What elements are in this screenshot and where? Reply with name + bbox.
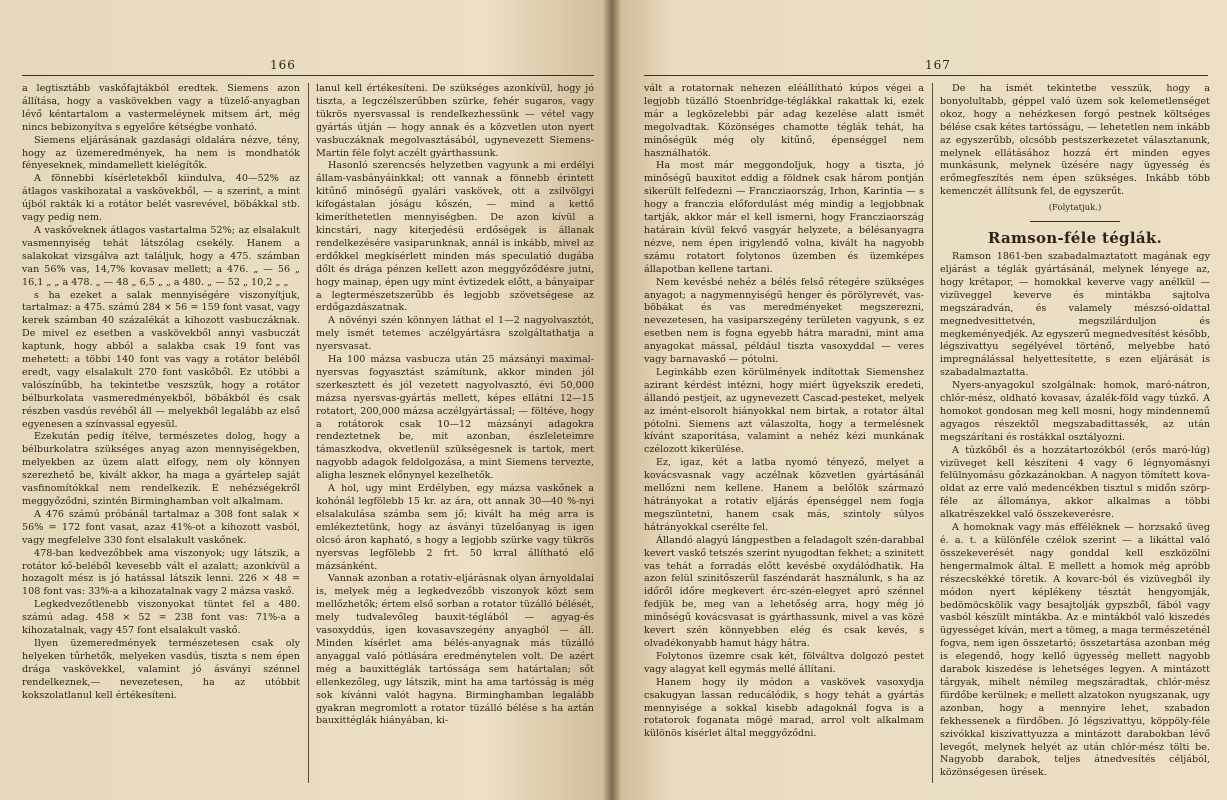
paragraph: Nyers-anyagokul szolgálnak: homok, maró-nátron, chlór-mész, oldható kovasav, ázalék-föld vagy túzkő. A homokot gondosan meg kell mosni, hogy mindennemű agyagos részektől megszabadittassék, az után megszárítani és rostákkal osztályozni. <box>940 380 1210 443</box>
page-number: 167 <box>925 58 951 72</box>
paragraph: Ezekután pedig ítélve, természetes dolog, hogy a bélburkolatra szükséges anyag azon mennyiségekben, melyekben az üzem alatt elfogy, nem oly könnyen szerezhető be, kivált akkor, ha maga a gyártelep saját vasfinomítókkal nem rendelkezik. E nehézségekről meggyőződni, szintén Birminghamban volt alkalmam. <box>22 431 300 507</box>
paragraph: Siemens eljárásának gazdasági oldalára nézve, tény, hogy az üzemeredmények, ha nem is mondhatók fényeseknek, mindamellett kielégítők. <box>22 134 300 172</box>
paragraph: Nem kevésbé nehéz a bélés felső rétegére szükséges anyagot; a nagymennyiségű henger és pörölyrevét, vas-böbákat és vas meredményeket megszerezni, nevezetesen, ha vasiparszegény területen vagyunk, s ez esetben nem is fogna egyebb hátra maradni, mint ama anyagokat mással, például tiszta vasoxyddal — veres vagy barnavaskő — pótolni. <box>644 276 924 366</box>
paragraph: 478-ban kedvezőbbek ama viszonyok; ugy látszik, a rotátor kő-beléből kevesebb vált el azalatt; azonkívül a hozagolt mész is jó hatással látszik lenni. 226 × 48 = 108 font vas: 33%-a a kihozatalnak vagy 2 mázsa vaskő. <box>22 547 300 598</box>
paragraph: s ha ezeket a salak mennyiségére viszonyítjuk, tartalmaz: a 475. számú 284 × 56 = 159 font vasat, vagy kerek számban 40 százalékát a kihozott vasbuczáknak. De mivel ez esetben a vaskövekből annyi vasbuczát kaptunk, hogy abból a salakba csak 19 font vas mehetett: a többi 140 font vas vagy a rotátor beléből eredt, vagy elsalakult 270 font vaskőből. Ez utóbbi a valószínűbb, ha tekintetbe veszszük, hogy a rotátor bélburkolata vasmeredményekből, böbákból és csak részben vasdús revéből áll — melyekből legalább az első egyenesen a színvassal egyesül. <box>22 289 300 430</box>
paragraph: Ha 100 mázsa vasbucza után 25 mázsányi maximal-nyersvas fogyasztást számítunk, akkor minden jól szerkesztett és jól vezetett nagyolvasztó, évi 50,000 mázsa nyersvas-gyártás mellett, képes ellátni 12—15 rotatort, 200,000 mázsa aczélgyártással; — föltéve, hogy a rotátorok csak 10—12 mázsányi adagokra rendeztetnek be, mit azonban, észleleteimre támaszkodva, okvetlenül szükségesnek is tartok, mert nagyobb adagok feldolgozása, a mint Siemens tervezte, aligha lesznek előnynyel kezelhetők. <box>316 354 594 482</box>
paragraph: Ha most már meggondoljuk, hogy a tiszta, jó minőségű bauxitot eddig a földnek csak három pontján sikerült felfedezni — Francziaország, Irhon, Karintia — s hogy a franczia előfordulást még mindig a legjobbnak tartják, akkor már el kell ismerni, hogy Francziaország határain kívül fekvő vasgyár helyzete, a bélésanyagra nézve, nem épen irigylendő volna, kivált ha nagyobb számu rotatort folytonos üzemben és üzemképes állapotban kellene tartani. <box>644 160 924 275</box>
text-column <box>22 83 300 703</box>
continuation-note: (Folytatjuk.) <box>1048 203 1102 214</box>
text-column <box>940 83 1210 780</box>
header-rule <box>22 75 594 76</box>
paragraph: a legtisztább vaskőfajtákból eredtek. Siemens azon állítása, hogy a vaskövekben vagy a tüzelő-anyagban lévő kéntartalom a vastermeléynek mitsem árt, még nincs bebizonyítva s egyelőre kétségbe vonható. <box>22 83 300 133</box>
paragraph: A hol, ugy mint Erdélyben, egy mázsa vaskőnek a kohónál legfölebb 15 kr. az ára, ott annak 30—40 %-nyi elsalakulása számba sem jő; kivált ha még arra is emlékeztetünk, hogy az ásványi tüzelőanyag is igen olcsó áron kapható, s hogy a legjobb szürke vagy tükrös nyersvas legfölebb 2 frt. 50 krral állítható elő mázsánként. <box>316 483 594 572</box>
column-divider <box>308 83 309 783</box>
column-divider <box>932 83 933 783</box>
section-rule <box>1030 221 1120 222</box>
book-gutter <box>604 0 620 800</box>
paragraph: Folytonos üzemre csak két, fölváltva dolgozó pestet vagy alagyat kell egymás mellé állítani. <box>644 650 924 675</box>
paragraph: A fönnebbi kísérletekből kiindulva, 40—52% az átlagos vaskihozatal a vaskövekből, — a szerint, a mint újból rakták ki a rotátor belét vasrevével, böbákkal stb. vagy pedig nem. <box>22 173 300 224</box>
paragraph: Legkedvezőtlenebb viszonyokat tüntet fel a 480. számú adag. 458 × 52 = 238 font vas: 71%-a a kihozatalnak, vagy 457 font elsalakult vaskő. <box>22 599 300 637</box>
header-rule <box>644 75 1208 76</box>
paragraph: Ilyen üzemeredmények természetesen csak oly helyeken tűrhetők, melyeken vasdús, tiszta s nem épen drága vaskövekkel, valamint jó ásványi szénnel rendelkeznek,— nevezetesen, ha az utóbbit kokszolatlanul kell értékesíteni. <box>22 637 300 701</box>
paragraph: A túzkőből és a hozzátartozókból (erős maró-lúg) vizüveget kell készíteni 4 vagy 6 légnyomásnyi felülnyomásu gőzkazánokban. A nagyon tömített kova-oldat az erre való medencékben tisztul s midőn szörp-féle az állománya, akkor alkalmas a többi alkatrészekkel való összekeverésre. <box>940 444 1210 521</box>
article-heading: Ramson-féle téglák. <box>987 229 1163 248</box>
paragraph: Leginkább ezen körülmények indítottak Siemenshez azirant kérdést intézni, hogy miért ügyekszik eredeti, állandó pestjeit, az ugynevezett Cascad-pesteket, melyek az imént-elsorolt hiányokkal nem birtak, a rotator által pótolni. Siemens azt válaszolta, hogy a termelésnek kívánt szaporítása, valamint a nehéz kézi munkának czélozott kikerülése. <box>644 366 924 456</box>
paragraph: Hasonló szerencsés helyzetben vagyunk a mi erdélyi állam-vasbányáinkkal; ott vannak a fönnebb érintett kitűnő minőségű gyalári vaskövek, ott a zsilvölgyi kifogástalan jóságu kőszén, — mind a kettő kimeríthetetlen mennyiségben. De azon kívül a kincstári, nagy kiterjedésü erdőségek is állanak rendelkezésére vasiparunknak, annál is inkább, mivel az erdőkkel megkísérlett minden más speculatió dugába dőlt és drága pénzen kellett azon meggyőződésre jutni, hogy mainap, épen ugy mint évtizedek előtt, a bányaipar a legtermészetszerűbb és legjobb szövetségese az erdőgazdászatnak. <box>316 160 594 314</box>
text-column <box>316 83 594 728</box>
text-column <box>644 83 924 741</box>
paragraph: Állandó alagyú lángpestben a feladagolt szén-darabbal kevert vaskő tetszés szerint nyugodtan fekhet; a szinitett vas tehát a forradás előtt kevésbé oxydálódhatik. Ha azon felül szinitőszerül faszéndarát használunk, s ha az időről időre megkevert érc-szén-elegyet apró szénnel fedjük be, meg van a lehetőség arra, hogy még jó minőségű kovácsvasat is gyárthassunk, mivel a vas közé kevert szén könnyebben elég és csak kevés, s olvadékonyabb hamut hágy hátra. <box>644 534 924 649</box>
paragraph: A növényi szén könnyen láthat el 1—2 nagyolvasztót, mely ismét tetemes aczélgyártásra szolgáltathatja a nyersvasat. <box>316 315 594 353</box>
paragraph: Ramson 1861-ben szabadalmaztatott magának egy eljárást a téglák gyártásánál, melynek lényege az, hogy krétapor, — homokkal keverve vagy anélkül — vizüveggel keverve és mintákba sajtolva megszáradván, és valamely mészsó-oldattal megnedvesittetvén, megszilárduljon és megkeményedjék. Az egyszerű megnedvesítést később, légszivattyu segélyével történő, melyebbe ható impregnálással helyettesítette, s ezen eljárását is szabadalmaztatta. <box>940 251 1210 379</box>
paragraph: A vaskőveknek átlagos vastartalma 52%; az elsalakult vasmennyiség tehát látszólag csekély. Hanem a salakokat vizsgálva azt találjuk, hogy a 475. számban van 56% vas, 14,7% kovasav mellett; a 476. „ — 56 „ 16,1 „ „ a 478. „ — 48 „ 6,5 „ „ a 480. „ — 52 „ 10,2 „ „ <box>22 224 300 288</box>
left-page <box>0 0 612 800</box>
paragraph: Vannak azonban a rotativ-eljárásnak olyan árnyoldalai is, melyek még a legkedvezőbb viszonyok közt sem mellőzhetők; értem első sorban a rotator tüzálló bélését, mely tudvalevőleg bauxit-téglából — agyag-és vasoxyddús, igen kovasavszegény anyagból — áll. Minden kísérlet ama bélés-anyagnak más tüzálló anyaggal való pótlására eredménytelen volt. De azért még a bauxittéglák tartóssága sem határtalan; sőt ellenkezőleg, ugy látszik, mint ha ama tartósság is még sok kívánni valót hagyna. Birminghamban legalább gyakran megromlott a rotator tüzálló bélése s ha aztán bauxittéglák hiányában, ki- <box>316 573 594 727</box>
paragraph: De ha ismét tekintetbe vesszük, hogy a bonyolultabb, géppel való üzem sok kelemetlenséget okoz, hogy a nehézkesen forgó pestnek költséges bélése csak kétes tartósságu, — lehetetlen nem inkább az egyszerűbb, olcsóbb pestszerkezetet választanunk, melynek ellátásához hozzá ért minden egyes munkásunk, melynek üzésére nagy ügyesség és erőmegfeszítés nem épen szükséges. Inkább több kemenczét állítsunk fel, de egyszerűt. <box>940 83 1210 198</box>
paragraph: Hanem hogy ily módon a vaskövek vasoxydja csakugyan lassan reducálódik, s hogy tehát a gyártás mennyisége a sokkal kisebb adagoknál fogva is a rotatorok foganata mögé marad, arrol volt alkalmam különös kísérlet által meggyőződni. <box>644 676 924 740</box>
right-page <box>612 0 1227 800</box>
page-number: 166 <box>270 58 296 72</box>
paragraph: A 476 számú próbánál tartalmaz a 308 font salak × 56% = 172 font vasat, azaz 41%-ot a kihozott vasból, vagy megfelelve 330 font elsalakult vaskőnek. <box>22 508 300 546</box>
paragraph: lanul kell értékesíteni. De szükséges azonkívül, hogy jó tiszta, a legczélszerűbben szürke, fehér sugaros, vagy tükrös nyersvassal is rendelkezhessünk — vétel vagy gyártás útján — hogy annak és a közvetlen uton nyert vasbuczáknak megolvasztásából, ugynevezett Siemens-Martin féle folyt aczélt gyárthassunk. <box>316 83 594 159</box>
paragraph: vált a rotatornak nehezen eléállítható kúpos végei a legjobb tüzálló Stoenbridge-téglákkal rakattak ki, ezek már a legközelebbi pár adag kezelése alatt ismét megolvadtak. Közönséges chamotte téglák tehát, ha minőségük még oly kitűnő, épenséggel nem használhatók. <box>644 83 924 159</box>
paragraph: Ez, igaz, két a latba nyomó tényező, melyet a kovácsvasnak vagy aczélnak közvetlen gyártásánál mellőzni nem kellene. Hanem a belőlök származó hátrányokat a rotativ eljárás épenséggel nem fogja megszüntetni, hanem csak más, szintoly súlyos hátrányokkal cserélte fel. <box>644 457 924 533</box>
paragraph: A homoknak vagy más efféléknek — horzsakő üveg é. a. t. a különféle czélok szerint — a likáttal való összekeverését nagy gonddal kell eszközölni hengermalmok által. E mellett a homok még apróbb részecskékké töretik. A kovarc-ból és vizüvegből ily módon nyert képlékeny tésztát hengyomják, bedömöcskölik vagy besajtolják gypszből, fából vagy vasból készült mintákba. Az e mintákból való kiszedés ügyességet kíván, mert a tömeg, a maga természeténél fogva, nem igen összetartó; összetartása azonban még is elegendő, hogy kellő ügyesség mellett nagyobb darabok kiszedése is lehetséges legyen. A mintázott tárgyak, mihelt némileg megszáradtak, chlór-mész fürdőbe kerülnek; e mellett alzatokon nyugszanak, ugy azonban, hogy a mennyire lehet, szabadon fekhessenek a fürdőben. Jó légszivattyu, köppöly-féle szivókkal kiszivattyuzza a mintázott darabokban lévő levegőt, melynek helyét az után chlór-mész tölti be. Nagyobb darabok, teljes átnedvesítés céljából, közönségesen ürések. <box>940 522 1210 779</box>
